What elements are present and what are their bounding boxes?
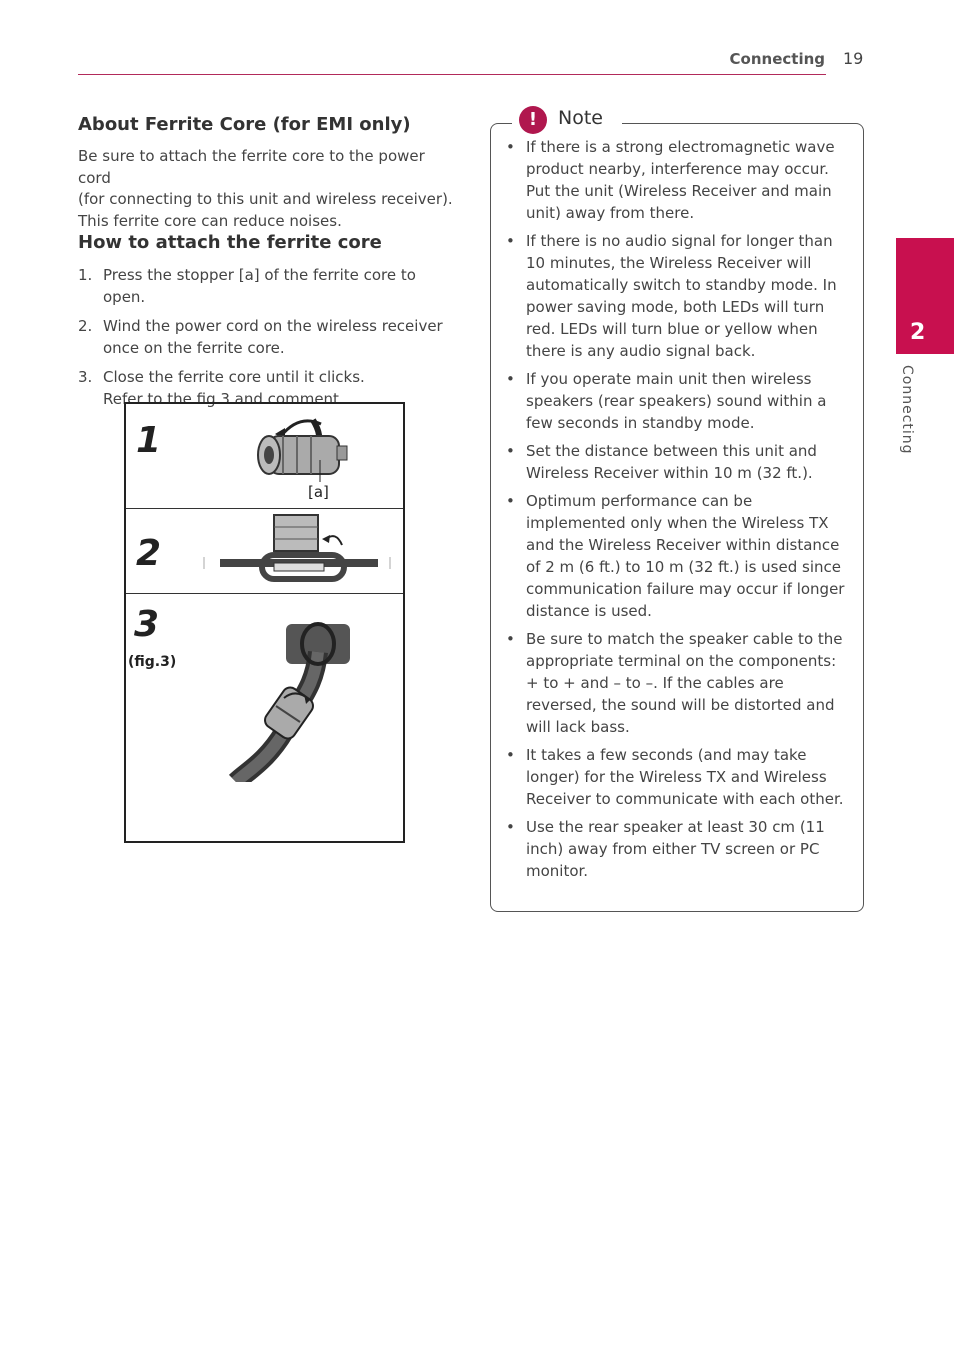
figure-step-2 <box>126 509 403 594</box>
stopper-label: [a] <box>308 483 329 501</box>
note-text: Optimum performance can be implemented only when the Wireless TX and the Wireless Receiver within distance of 2 m (6 ft.) to 10 m (32 ft.) is used since communication failure may occur if longer distance is used. <box>526 492 845 620</box>
note-text: If you operate main unit then wireless speakers (rear speakers) sound within a few seconds in standby mode. <box>526 370 827 432</box>
step-number: 1. <box>78 266 93 284</box>
figure-step-number: 1 <box>136 420 162 461</box>
step-text: Press the stopper [a] of the ferrite core to open. <box>103 266 416 306</box>
note-list <box>506 136 851 888</box>
step-number: 2. <box>78 317 93 335</box>
note-text: Use the rear speaker at least 30 cm (11 inch) away from either TV screen or PC monitor. <box>526 818 825 880</box>
chapter-label: Connecting <box>899 365 915 455</box>
note-item: • Be sure to match the speaker cable to the appropriate terminal on the components: + to + and – to –. If the cables are reversed, the sound will be distorted and will lack bass. <box>506 630 843 736</box>
header-rule <box>78 74 826 75</box>
step-text: once on the ferrite core. <box>103 339 285 357</box>
ferrite-core-open-illustration <box>251 406 361 502</box>
ferrite-figure <box>124 402 405 843</box>
ferrite-intro <box>78 146 458 233</box>
chapter-number: 2 <box>910 320 926 345</box>
figure-step-1 <box>126 404 403 509</box>
page-number: 19 <box>843 49 864 68</box>
note-item: • Set the distance between this unit and Wireless Receiver within 10 m (32 ft.). <box>506 442 817 482</box>
step-text: Refer to the fig.3 and comment. <box>103 390 344 408</box>
ferrite-core-closed-illustration <box>226 622 356 782</box>
step-number: 3. <box>78 368 93 386</box>
exclamation-icon: ! <box>519 106 547 134</box>
intro-line: (for connecting to this unit and wireless receiver). <box>78 190 453 209</box>
step-text: Close the ferrite core until it clicks. <box>103 368 365 386</box>
note-text: Be sure to match the speaker cable to the appropriate terminal on the components: + to + and – to –. If the cables are reversed, the sound will be distorted and will lack bass. <box>526 630 843 736</box>
step-item <box>78 264 450 308</box>
intro-line: Be sure to attach the ferrite core to the power cord <box>78 147 425 187</box>
cord-winding-illustration <box>202 513 392 589</box>
step-text: Wind the power cord on the wireless receiver <box>103 317 443 335</box>
note-item: • If you operate main unit then wireless speakers (rear speakers) sound within a few seconds in standby mode. <box>506 370 827 432</box>
figure-step-number: 2 <box>136 533 162 574</box>
note-item: • If there is no audio signal for longer than 10 minutes, the Wireless Receiver will automatically switch to standby mode. In power saving mode, both LEDs will turn red. LEDs will turn blue or yellow when there is any audio signal back. <box>506 232 837 360</box>
note-text: If there is a strong electromagnetic wave product nearby, interference may occur. Put the unit (Wireless Receiver and main unit) away from there. <box>526 138 835 222</box>
running-header-section: Connecting <box>729 50 825 68</box>
steps-list <box>78 264 450 417</box>
note-item: • It takes a few seconds (and may take longer) for the Wireless TX and Wireless Receiver to communicate with each other. <box>506 746 844 808</box>
ferrite-heading: About Ferrite Core (for EMI only) <box>78 114 411 135</box>
note-title: Note <box>558 107 603 129</box>
howto-heading: How to attach the ferrite core <box>78 232 382 253</box>
note-text: It takes a few seconds (and may take longer) for the Wireless TX and Wireless Receiver to communicate with each other. <box>526 746 844 808</box>
note-item: • Optimum performance can be implemented only when the Wireless TX and the Wireless Receiver within distance of 2 m (6 ft.) to 10 m (32 ft.) is used since communication failure may occur if longer distance is used. <box>506 492 845 620</box>
note-item: • Use the rear speaker at least 30 cm (11 inch) away from either TV screen or PC monitor. <box>506 818 825 880</box>
figure-caption: (fig.3) <box>128 654 177 670</box>
intro-line: This ferrite core can reduce noises. <box>78 212 342 231</box>
figure-step-number: 3 <box>134 604 160 645</box>
note-text: If there is no audio signal for longer than 10 minutes, the Wireless Receiver will automatically switch to standby mode. In power saving mode, both LEDs will turn red. LEDs will turn blue or yellow when there is any audio signal back. <box>526 232 837 360</box>
note-text: Set the distance between this unit and Wireless Receiver within 10 m (32 ft.). <box>526 442 817 482</box>
figure-step-3 <box>126 594 403 839</box>
note-item: • If there is a strong electromagnetic wave product nearby, interference may occur. Put the unit (Wireless Receiver and main unit) away from there. <box>506 138 835 222</box>
step-item <box>78 315 450 359</box>
